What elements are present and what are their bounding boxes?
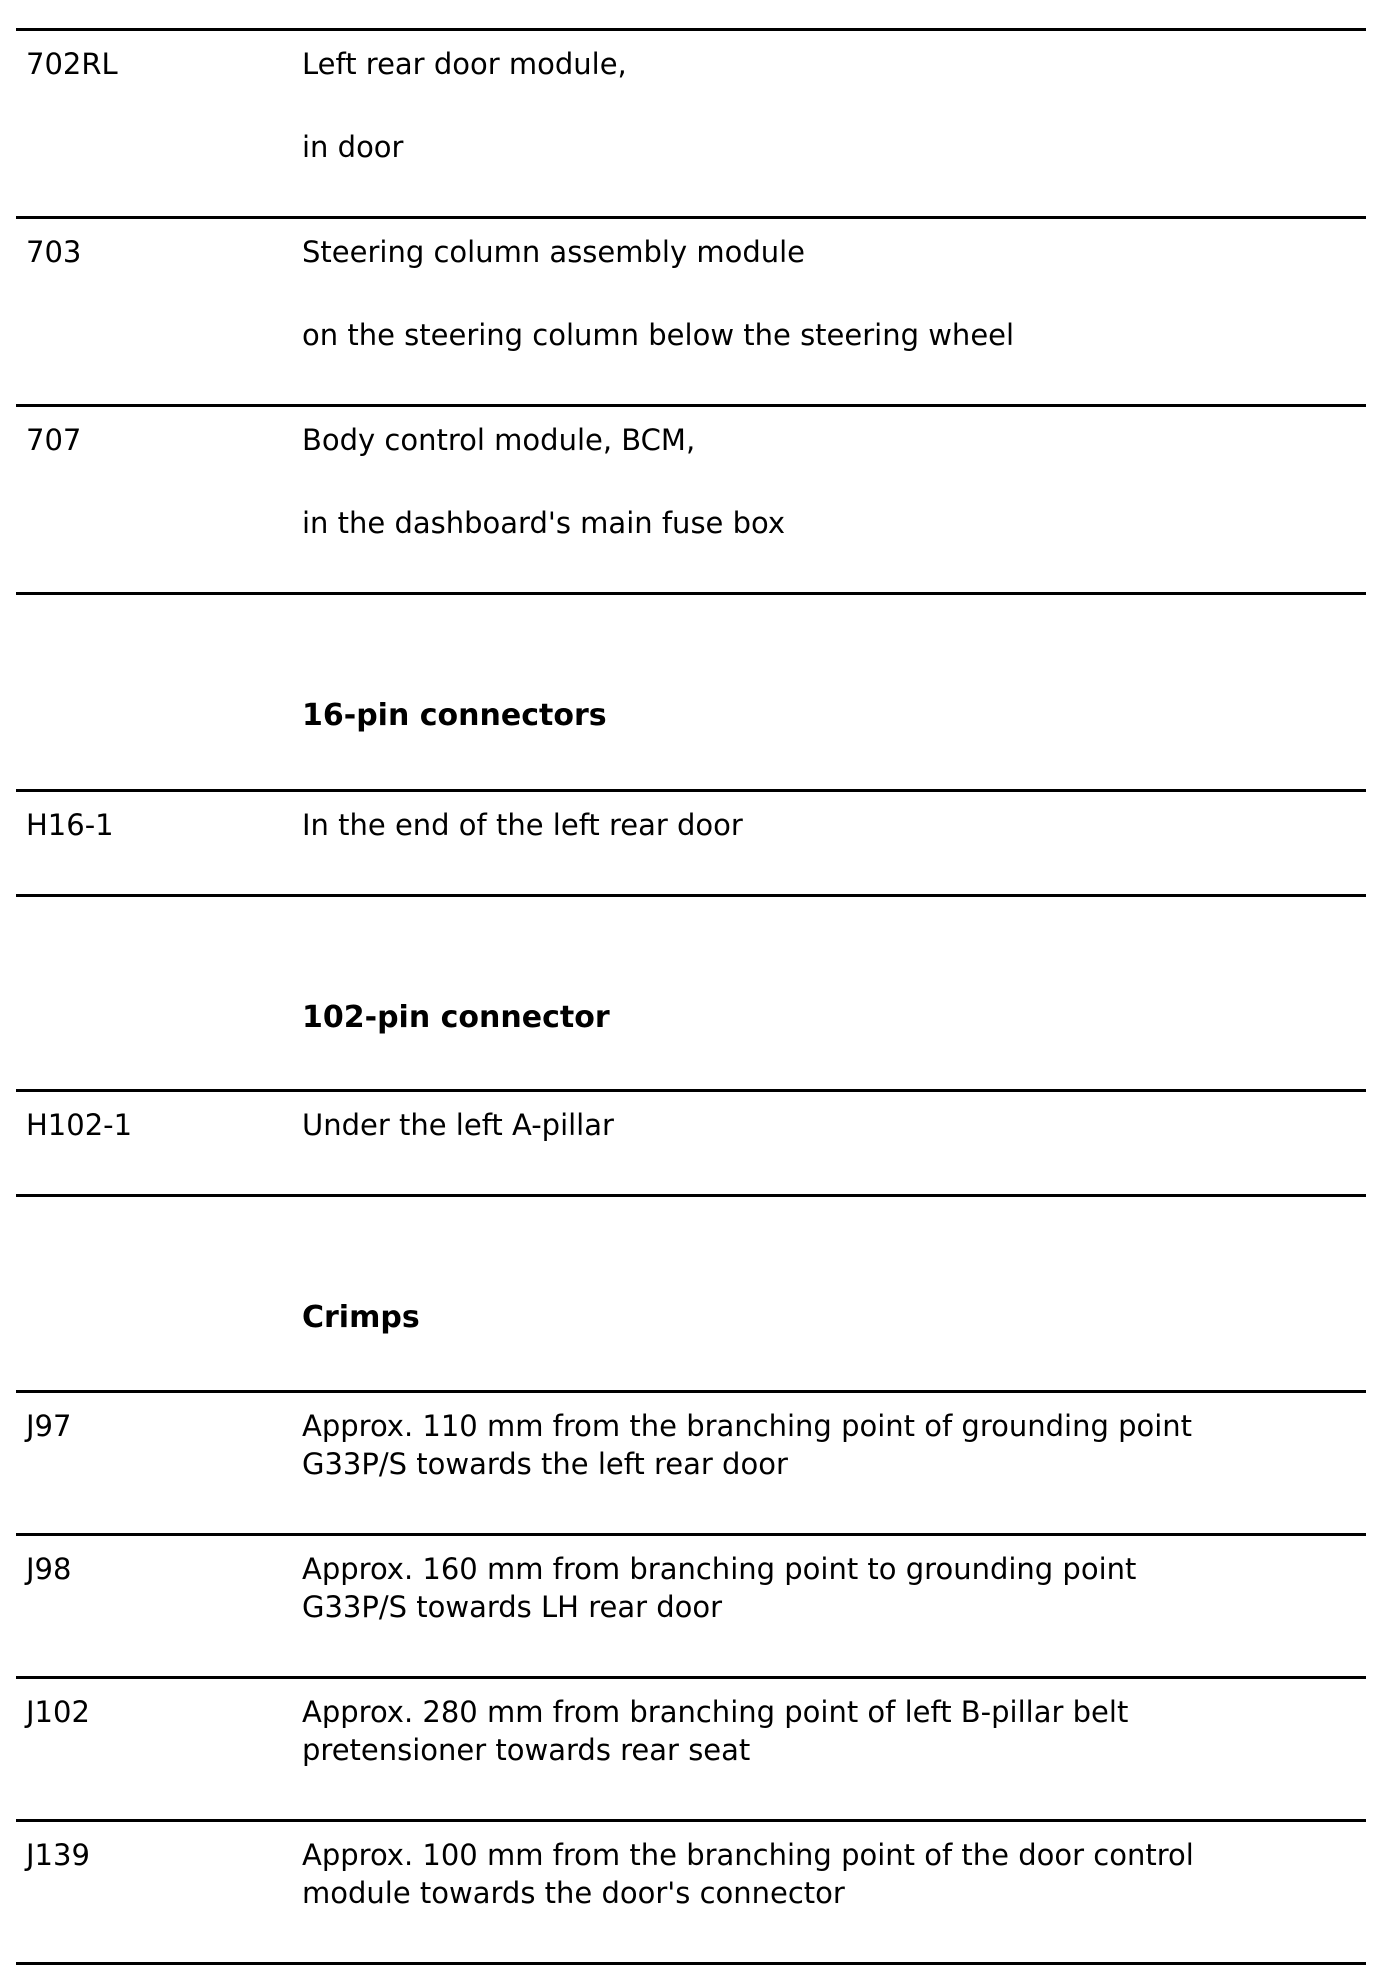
section-crimps	[16, 1194, 1366, 1390]
crimp-location-text: Approx. 100 mm from the branching point of the door control module towards the door's connector	[302, 1838, 1194, 1910]
component-location: in the dashboard's main fuse box	[302, 506, 786, 540]
table-row	[16, 1089, 1366, 1194]
component-code: 703	[26, 235, 82, 269]
component-code: 707	[26, 423, 82, 457]
crimp-location	[302, 1693, 1202, 1769]
component-location: on the steering column below the steering wheel	[302, 318, 1015, 352]
table-row	[16, 1819, 1366, 1965]
table-row	[16, 1390, 1366, 1533]
section-title: 16-pin connectors	[302, 698, 607, 733]
table-row	[16, 1676, 1366, 1819]
component-location: in door	[302, 130, 404, 164]
section-16-pin-connectors	[16, 592, 1366, 789]
component-location-table	[16, 28, 1366, 1965]
crimp-code: J102	[26, 1695, 90, 1729]
section-title: Crimps	[302, 1300, 420, 1335]
component-name: Steering column assembly module	[302, 235, 806, 269]
crimp-location-text: Approx. 280 mm from branching point of left B-pillar belt pretensioner towards rear seat	[302, 1695, 1129, 1767]
component-description	[302, 45, 627, 166]
component-code: 702RL	[26, 47, 118, 81]
section-title: 102-pin connector	[302, 1000, 610, 1035]
crimp-location	[302, 1407, 1202, 1483]
crimp-location	[302, 1836, 1202, 1912]
component-description	[302, 233, 1014, 354]
section-102-pin-connector	[16, 894, 1366, 1089]
table-row	[16, 1533, 1366, 1676]
crimp-location-text: Approx. 110 mm from the branching point of grounding point G33P/S towards the left rear door	[302, 1409, 1193, 1481]
table-row	[16, 404, 1366, 592]
component-name: Body control module, BCM,	[302, 423, 696, 457]
crimp-code: J98	[26, 1552, 72, 1586]
crimp-location	[302, 1550, 1202, 1626]
table-row	[16, 216, 1366, 404]
connector-code: H102-1	[26, 1108, 133, 1142]
connector-location-text: In the end of the left rear door	[302, 808, 743, 842]
table-row	[16, 28, 1366, 216]
crimp-code: J97	[26, 1409, 72, 1443]
connector-code: H16-1	[26, 808, 114, 842]
connector-location	[302, 806, 743, 844]
table-row	[16, 789, 1366, 894]
connector-location-text: Under the left A-pillar	[302, 1108, 614, 1142]
connector-location	[302, 1106, 614, 1144]
component-description	[302, 421, 785, 542]
crimp-code: J139	[26, 1838, 90, 1872]
component-name: Left rear door module,	[302, 47, 627, 81]
crimp-location-text: Approx. 160 mm from branching point to grounding point G33P/S towards LH rear door	[302, 1552, 1137, 1624]
